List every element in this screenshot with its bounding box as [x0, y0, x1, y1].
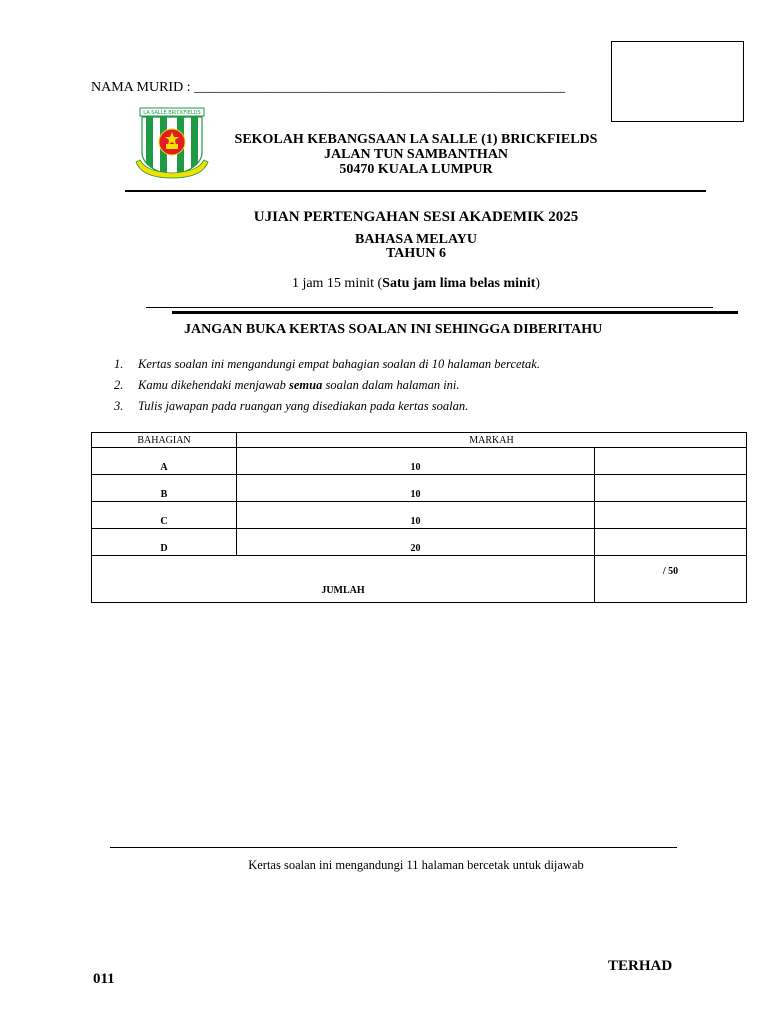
duration-suffix: )	[535, 276, 541, 291]
section-cell: D	[92, 529, 237, 556]
max-marks-cell: 10	[237, 448, 595, 475]
school-crest-logo	[132, 106, 212, 182]
section-cell: C	[92, 502, 237, 529]
col-marks-header: MARKAH	[237, 433, 747, 448]
max-marks-cell: 10	[237, 502, 595, 529]
duration-prefix: 1 jam 15 minit (	[291, 276, 383, 291]
student-name-field[interactable]: NAMA MURID : _____________________________________________________	[91, 80, 566, 95]
instruction-item: 2. Kamu dikehendaki menjawab semua soalan dalam halaman ini.	[114, 378, 460, 392]
duration-words: Satu jam lima belas minit	[382, 276, 536, 291]
table-row	[92, 529, 747, 556]
score-cell[interactable]	[595, 475, 747, 502]
section-cell: A	[92, 448, 237, 475]
exam-subject-block	[266, 233, 566, 261]
score-box	[611, 41, 744, 122]
score-cell[interactable]	[595, 502, 747, 529]
divider-thick	[172, 311, 738, 314]
marks-table	[91, 432, 747, 603]
school-name: SEKOLAH KEBANGSAAN LA SALLE (1) BRICKFIELDS	[234, 132, 598, 147]
header-divider	[125, 190, 706, 192]
table-row	[92, 502, 747, 529]
exam-subject: BAHASA MELAYU	[354, 232, 477, 247]
total-row	[92, 556, 747, 603]
max-marks-cell: 20	[237, 529, 595, 556]
score-cell[interactable]	[595, 448, 747, 475]
school-address-line2: 50470 KUALA LUMPUR	[339, 162, 493, 177]
divider-thin	[146, 307, 713, 308]
col-section-header: BAHAGIAN	[92, 433, 237, 448]
marks-table-header	[92, 433, 747, 448]
instructions-list	[114, 354, 540, 417]
section-cell: B	[92, 475, 237, 502]
school-address-line1: JALAN TUN SAMBANTHAN	[323, 147, 509, 162]
instruction-item: 1. Kertas soalan ini mengandungi empat bahagian soalan di 10 halaman bercetak.	[114, 357, 540, 371]
page-count-note: Kertas soalan ini mengandungi 11 halaman bercetak untuk dijawab	[248, 858, 584, 872]
table-row	[92, 448, 747, 475]
total-label: JUMLAH	[92, 556, 595, 603]
crest-banner-text: LA SALLE BRICKFIELDS	[143, 110, 201, 117]
instruction-item: 3. Tulis jawapan pada ruangan yang disediakan pada kertas soalan.	[114, 399, 469, 413]
footer-divider	[110, 847, 677, 848]
exam-year: TAHUN 6	[385, 246, 447, 261]
table-row	[92, 475, 747, 502]
do-not-open-warning: JANGAN BUKA KERTAS SOALAN INI SEHINGGA DIBERITAHU	[184, 322, 603, 337]
exam-duration	[166, 276, 666, 292]
total-value[interactable]: / 50	[595, 556, 747, 603]
max-marks-cell: 10	[237, 475, 595, 502]
score-cell[interactable]	[595, 529, 747, 556]
exam-title: UJIAN PERTENGAHAN SESI AKADEMIK 2025	[253, 209, 579, 225]
classification-label: TERHAD	[608, 958, 673, 974]
paper-code: 011	[93, 971, 115, 987]
school-header	[216, 132, 616, 177]
